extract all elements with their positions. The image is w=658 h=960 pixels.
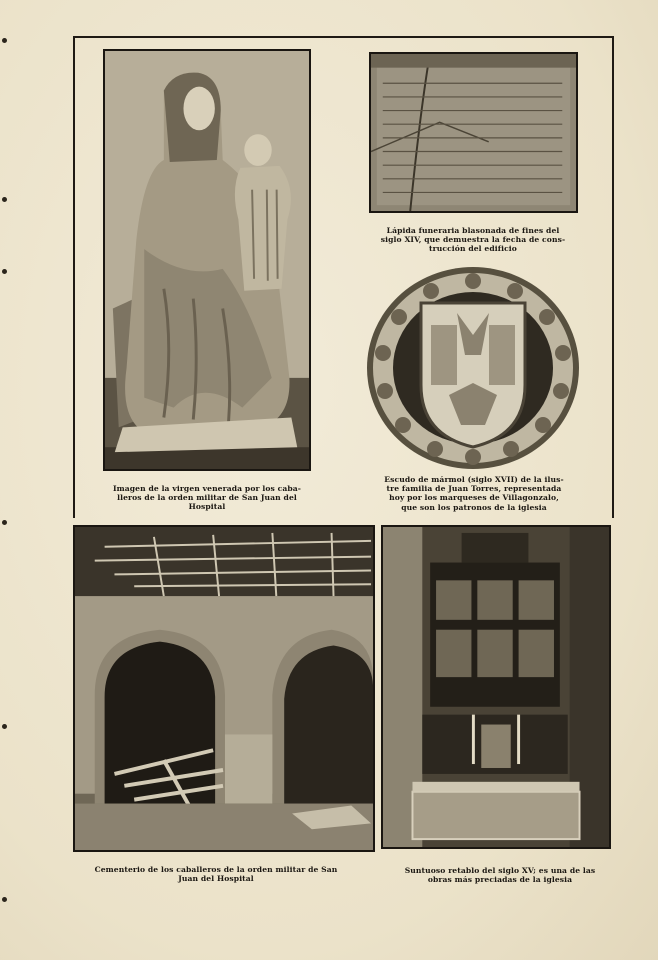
caption-cemetery: [72, 865, 360, 883]
caption-line: Lápida funeraria blasonada de fines del: [386, 226, 560, 235]
caption-coat-of-arms: [354, 475, 594, 512]
caption-line: tre familia de Juan Torres, representada: [386, 484, 562, 494]
caption-line: trucción del edificio: [429, 244, 517, 254]
photo-funerary-slab: [369, 52, 578, 213]
caption-funerary-slab: [354, 226, 592, 254]
caption-line: lleros de la orden militar de San Juan del: [117, 493, 297, 503]
caption-virgin-statue: [92, 484, 322, 512]
binding-hole: [2, 897, 7, 902]
caption-line: siglo XIV, que demuestra la fecha de cons-: [380, 235, 566, 245]
caption-line: Suntuoso retablo del siglo XV; es una de las: [404, 866, 596, 875]
photo-virgin-statue: [103, 49, 311, 471]
caption-line: Cementerio de los caballeros de la orden militar de San: [94, 865, 338, 874]
binding-hole: [2, 520, 7, 525]
caption-line: que son los patronos de la iglesia: [401, 502, 547, 512]
caption-line: Hospital: [188, 502, 226, 512]
caption-altarpiece: [381, 866, 619, 884]
caption-line: Escudo de mármol (siglo XVII) de la ilus-: [384, 475, 564, 484]
caption-line: hoy por los marqueses de Villagonzalo,: [389, 493, 559, 503]
binding-hole: [2, 38, 7, 43]
binding-hole: [2, 197, 7, 202]
photo-cemetery-ruins: [73, 525, 375, 852]
caption-line: obras más preciadas de la iglesia: [427, 875, 573, 885]
photo-altarpiece: [381, 525, 611, 849]
caption-line: Juan del Hospital: [178, 874, 254, 884]
caption-line: Imagen de la virgen venerada por los caba-: [112, 484, 302, 493]
photo-marble-coat-of-arms: [365, 265, 581, 471]
binding-hole: [2, 269, 7, 274]
binding-hole: [2, 724, 7, 729]
